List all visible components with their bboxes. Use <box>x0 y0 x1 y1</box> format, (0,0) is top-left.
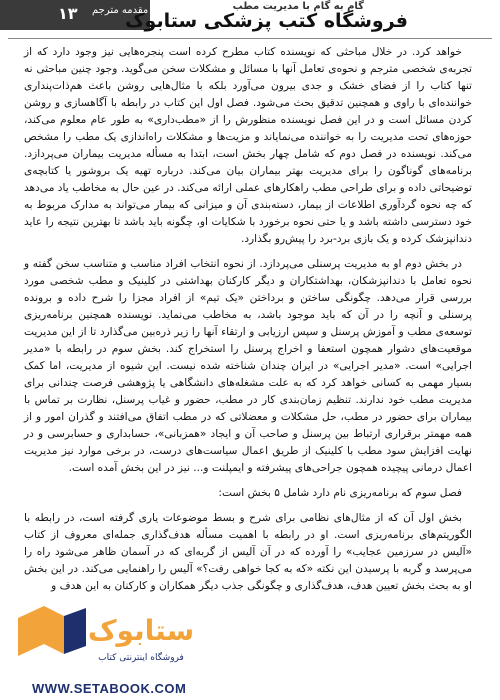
paragraph: در بخش دوم او به مدیریت پرسنلی می‌پردازد. از نحوه انتخاب افراد مناسب و متناسب سخن گفته و نحوه تعامل با دندانپزشکان، بهداشتکاران و دیگر کارکنان بهداشتی در کلینیک و مطب شخصی مورد بررسی قرار می‌دهد. چگونگی ساختن و برداختن «یک تیم» از افراد مجزا را شرح داده و برونده پرسنلی و آنچه را در آن که باید موجود باشد، به مخاطب می‌نماید. نویسنده همچنین برنامه‌ریزی توسعه‌ی مطب و آموزش پرسنل و سپس ارزیابی و ارتقاء آنها را زیر ذره‌بین می‌گذارد تا از این مدیریت موقعیت‌های دشوار همچون استعفا و اخراج پرسنل را استخراج کند. بخش سوم در رابطه با «مدیر اجرایی» است. «مدیر اجرایی» در ایران چندان شناخته شده نیست. این شیوه از مدیریت، اما کمک بسیار مهمی به کسانی خواهد کرد که به علت مشغله‌های دانشگاهی یا پژوهشی فرصت چندانی برای مدیریت مطب خود ندارند. تنظیم زمان‌بندی کار در مطب، حضور و غیاب پرسنل، نظارت بر تماس با بیماران برای حضور در مطب، حل مشکلات و معضلاتی که در مطب اتفاق می‌افتند و گذران امور و از همه مهمتر برقراری ارتباط بین پرسنل و صاحب آن و ایجاد «همزبانی»، حسابداری و حسابرسی و در نهایت افزایش سود مطب با کلینیک از طریق اعمال سیاست‌های درست، در برخی موارد نیز مدیریت اعمال درمانی پیچیده همچون جراحی‌های پیشرفته و ایمپلنت و... نیز در این بخش آمده است. <box>24 258 472 474</box>
setabook-logo <box>6 596 206 676</box>
page-title: فروشگاه کتب پزشکی ستابوک <box>125 10 408 32</box>
paragraph: بخش اول آن که از مثال‌های نظامی برای شرح و بسط موضوعات یاری گرفته است، در رابطه با الگوریتم‌های برنامه‌ریزی است. او در رابطه با اهمیت مسأله هدف‌گذاری جمله‌ای معروف از کتاب «آلیس در سرزمین عجایب» را آورده که در آن آلیس از گربه‌ای که در آسمان ظاهر می‌شود راه را می‌پرسد و گربه با پرسیدن این نکته «که به کجا خواهی رفت؟» آلیس را راهنمایی می‌کند. در این بخش او به بحث بخش تعیین هدف، هدف‌گذاری و چگونگی جذب دیگر همکاران و کارکنان به این هدف و <box>24 512 472 592</box>
section-tab-label: مقدمه مترجم <box>92 5 149 16</box>
book-logo-icon <box>6 596 206 676</box>
paragraph: فصل سوم که برنامه‌ریزی نام دارد شامل ۵ بخش است: <box>218 487 462 499</box>
page-number: ۱۳ <box>58 4 78 23</box>
svg-text:فروشگاه اینترنتی کتاب: فروشگاه اینترنتی کتاب <box>98 653 184 663</box>
page-header <box>0 0 500 46</box>
website-url[interactable]: WWW.SETABOOK.COM <box>32 681 187 696</box>
body-text <box>24 44 472 603</box>
header-divider <box>8 38 492 39</box>
series-title: گام به گام با مدیریت مطب <box>232 1 364 12</box>
paragraph: خواهد کرد. در خلال مباحثی که نویسنده کتاب مطرح کرده است پنجره‌هایی نیز وجود دارد که از تجربه‌ی شخصی مترجم و نحوه‌ی تعامل آنها با مسائل و مشکلات سخن می‌گوید. وجود چنین مباحثی نه تنها کتاب را از فضای خشک و جدی بیرون می‌آورد بلکه با مثال‌هایی روشن باعث هم‌ذات‌پنداری خواننده‌ای با راوی و همچنین تدقیق بحث می‌شود. فصل اول این کتاب در رابطه با آگاهسازی و روشن کردن مسائل است و در این فصل نویسنده منظورش را از «مطب‌داری» به طور عام معلوم می‌کند، حوزه‌های تحت مدیریت را به خواننده می‌نمایاند و مزیت‌ها و مشکلات راه‌اندازی یک مطب را مشخص می‌کند. نویسنده در فصل دوم که شامل چهار بخش است، ابتدا به مسأله مدیریت بیماران می‌پردازد. برنامه‌های گوناگون را برای مدیریت بهتر بیماران بیان می‌کند. درباره تهیه یک بروشور یا کتابچه‌ی توضیحاتی داده و برای طراحی مطب راهکارهای عملی ارائه می‌کند. در عین حال به مخاطب یاد می‌دهد که چه نحوه گردآوری اطلاعات از بیمار، دسته‌بندی آن و میزانی که بیمار می‌تواند به مدارک مربوط به خود دسترسی داشته باشد و یا حتی نحوه برخورد با شکایات او، چگونه باید باشد تا بهترین نتیجه را عاید دندانپزشک کرده و یک بازی برد-برد را پیش‌رو بگذارد. <box>24 46 472 245</box>
svg-text:ستابوک: ستابوک <box>87 614 195 647</box>
